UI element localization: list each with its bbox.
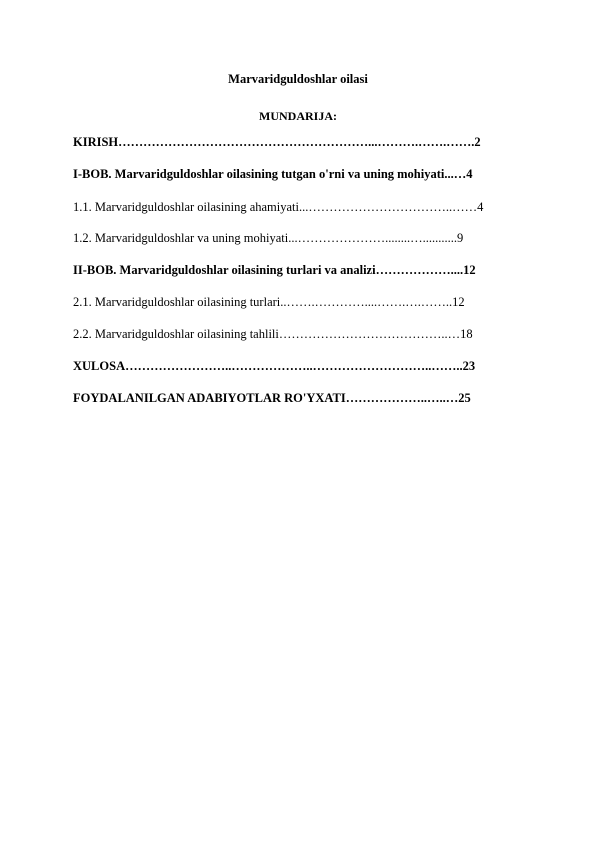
- toc-entry-section-2-1: 2.1. Marvaridguldoshlar oilasining turlari..…….…………....…….….……..12: [73, 295, 465, 309]
- toc-entry-references: FOYDALANILGAN ADABIYOTLAR RO'YXATI………………..…..…25: [73, 391, 471, 405]
- document-title: Marvaridguldoshlar oilasi: [228, 72, 368, 86]
- toc-entry-section-2-2: 2.2. Marvaridguldoshlar oilasining tahlili…………………………………..…18: [73, 327, 473, 341]
- contents-heading: MUNDARIJA:: [259, 109, 337, 123]
- toc-entry-chapter-1: I-BOB. Marvaridguldoshlar oilasining tutgan o'rni va uning mohiyati...…4: [73, 167, 473, 181]
- toc-entry-section-1-1: 1.1. Marvaridguldoshlar oilasining ahamiyati...……………………………..……4: [73, 200, 484, 214]
- toc-entry-xulosa: XULOSA……………………..………………..………………………..……..23: [73, 359, 476, 373]
- toc-entry-chapter-2: II-BOB. Marvaridguldoshlar oilasining turlari va analizi………………....12: [73, 263, 476, 277]
- toc-entry-section-1-2: 1.2. Marvaridguldoshlar va uning mohiyati...…………………........…...........9: [73, 231, 464, 245]
- toc-entry-kirish: KIRISH……………………………………………………...……….…….…….2: [73, 135, 481, 149]
